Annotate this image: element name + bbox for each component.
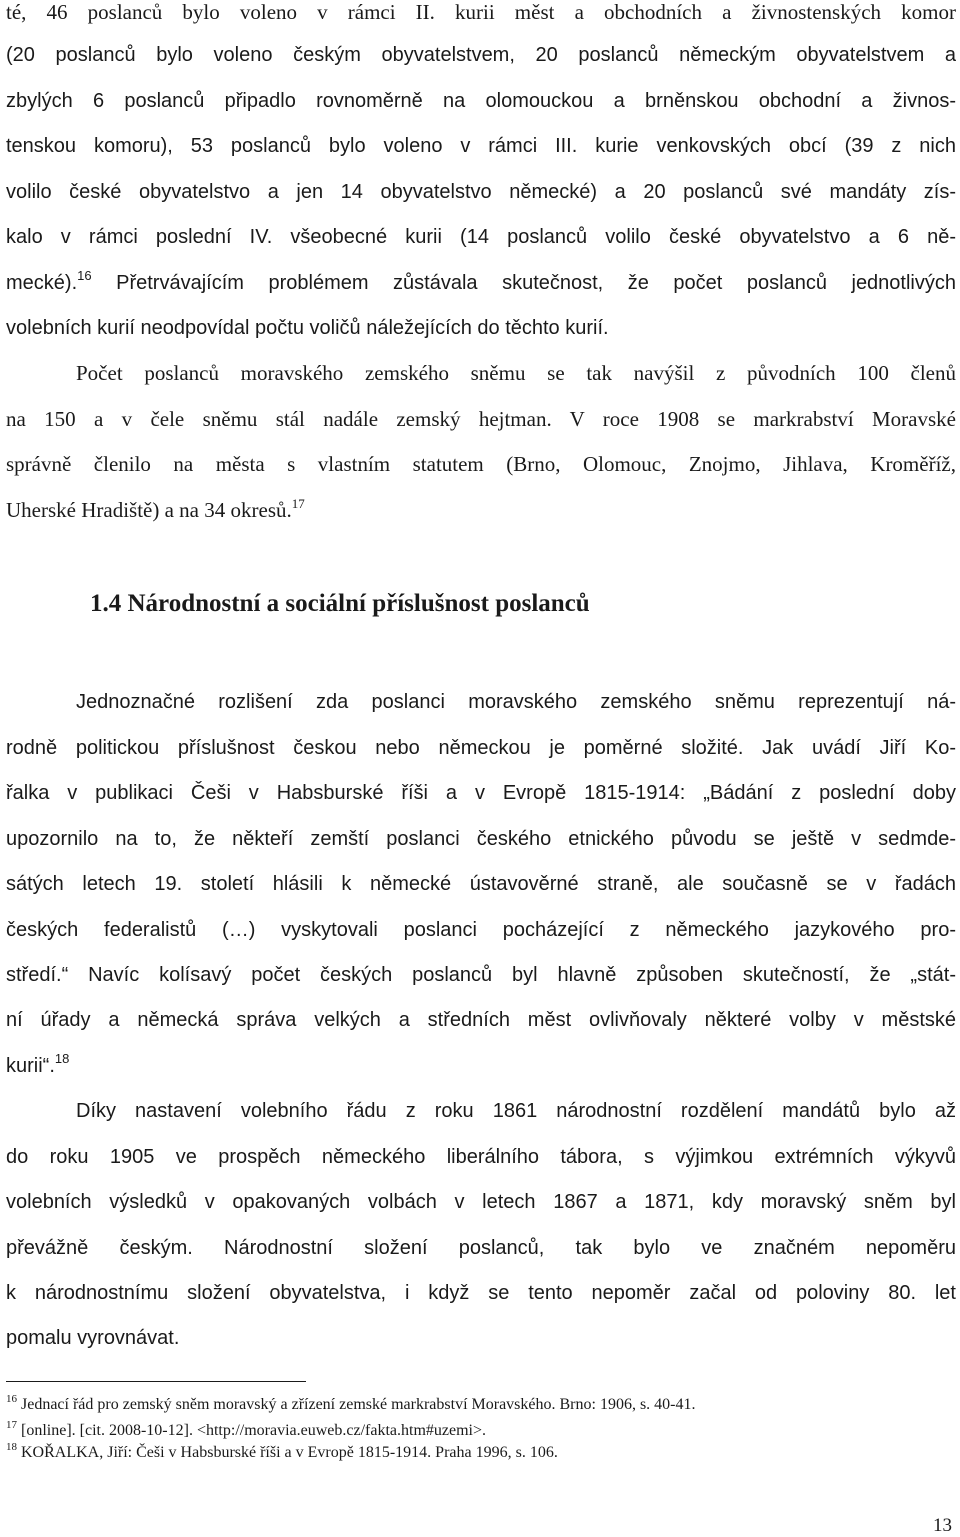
body-line: pomalu vyrovnávat. xyxy=(6,1327,180,1349)
body-line: ní úřady a německá správa velkých a středních měst ovlivňovaly některé volby v městské xyxy=(6,1009,956,1031)
body-line: volebních kurií neodpovídal počtu voličů náležejících do těchto kurií. xyxy=(6,317,609,339)
footnote-number: 17 xyxy=(6,1419,17,1431)
body-line: rodně politickou příslušnost českou nebo německou je poměrné složité. Jak uvádí Jiří Ko- xyxy=(6,737,956,759)
body-line xyxy=(6,268,956,298)
body-line: převážně českým. Národnostní složení poslanců, tak bylo ve značném nepoměru xyxy=(6,1237,956,1259)
text-span: Přetrvávajícím problémem zůstávala skutečnost, že počet poslanců jednotlivých xyxy=(91,272,956,294)
body-line: volilo české obyvatelstvo a jen 14 obyvatelstvo německé) a 20 poslanců své mandáty zís- xyxy=(6,181,956,203)
body-line xyxy=(6,495,956,525)
body-line: upozornilo na to, že někteří zemští poslanci českého etnického původu se ještě v sedmde- xyxy=(6,828,956,850)
footnote-text: KOŘALKA, Jiří: Češi v Habsburské říši a v Evropě 1815-1914. Praha 1996, s. 106. xyxy=(21,1444,558,1461)
footnote-number: 18 xyxy=(6,1441,17,1453)
body-line: tenskou komoru), 53 poslanců bylo voleno v rámci III. kurie venkovských obcí (39 z nich xyxy=(6,135,956,157)
body-line: na 150 a v čele sněmu stál nadále zemský hejtman. V roce 1908 se markrabství Moravské xyxy=(6,407,956,431)
footnote-reference: 17 xyxy=(291,496,305,511)
page-number: 13 xyxy=(933,1515,952,1536)
footnote xyxy=(6,1421,486,1441)
body-line: Počet poslanců moravského zemského sněmu se tak navýšil z původních 100 členů xyxy=(76,361,956,385)
body-line xyxy=(6,1051,956,1081)
footnote-text: [online]. [cit. 2008-10-12]. <http://moravia.euweb.cz/fakta.htm#uzemi>. xyxy=(21,1422,487,1439)
body-line: českých federalistů (…) vyskytovali poslanci pocházející z německého jazykového pro- xyxy=(6,919,956,941)
footnote xyxy=(6,1395,696,1415)
footnote-text: Jednací řád pro zemský sněm moravský a zřízení zemské markrabství Moravského. Brno: 1906, s. 40-41. xyxy=(21,1396,696,1413)
footnote-divider xyxy=(6,1381,306,1382)
text-span: kurii“. xyxy=(6,1055,55,1077)
body-line: té, 46 poslanců bylo voleno v rámci II. kurii měst a obchodních a živnostenských komor xyxy=(6,0,956,24)
body-line: do roku 1905 ve prospěch německého liberálního tábora, s výjimkou extrémních výkyvů xyxy=(6,1146,956,1168)
section-heading: 1.4 Národnostní a sociální příslušnost poslanců xyxy=(90,590,590,617)
body-line: Díky nastavení volebního řádu z roku 1861 národnostní rozdělení mandátů bylo až xyxy=(76,1100,956,1122)
body-line: správně členilo na města s vlastním statutem (Brno, Olomouc, Znojmo, Jihlava, Kroměříž, xyxy=(6,452,956,476)
text-span: Uherské Hradiště) a na 34 okresů. xyxy=(6,498,292,522)
body-line: řalka v publikaci Češi v Habsburské říši a v Evropě 1815-1914: „Bádání z poslední doby xyxy=(6,782,956,804)
body-line: kalo v rámci poslední IV. všeobecné kurii (14 poslanců volilo české obyvatelstvo a 6 ně- xyxy=(6,226,956,248)
body-line: sátých letech 19. století hlásili k německé ústavověrné straně, ale současně se v řadách xyxy=(6,873,956,895)
body-line: k národnostnímu složení obyvatelstva, i když se tento nepoměr začal od poloviny 80. let xyxy=(6,1282,956,1304)
body-line: (20 poslanců bylo voleno českým obyvatelstvem, 20 poslanců německým obyvatelstvem a xyxy=(6,44,956,66)
body-line: volebních výsledků v opakovaných volbách v letech 1867 a 1871, kdy moravský sněm byl xyxy=(6,1191,956,1213)
body-line: Jednoznačné rozlišení zda poslanci moravského zemského sněmu reprezentují ná- xyxy=(76,691,956,713)
text-span: mecké). xyxy=(6,272,78,294)
footnote-number: 16 xyxy=(6,1393,17,1405)
footnote-reference: 16 xyxy=(77,268,92,283)
footnote-reference: 18 xyxy=(54,1051,70,1066)
body-line: středí.“ Navíc kolísavý počet českých poslanců byl hlavně způsoben skutečností, že „stát- xyxy=(6,964,956,986)
footnote xyxy=(6,1443,558,1463)
body-line: zbylých 6 poslanců připadlo rovnoměrně na olomouckou a brněnskou obchodní a živnos- xyxy=(6,90,956,112)
